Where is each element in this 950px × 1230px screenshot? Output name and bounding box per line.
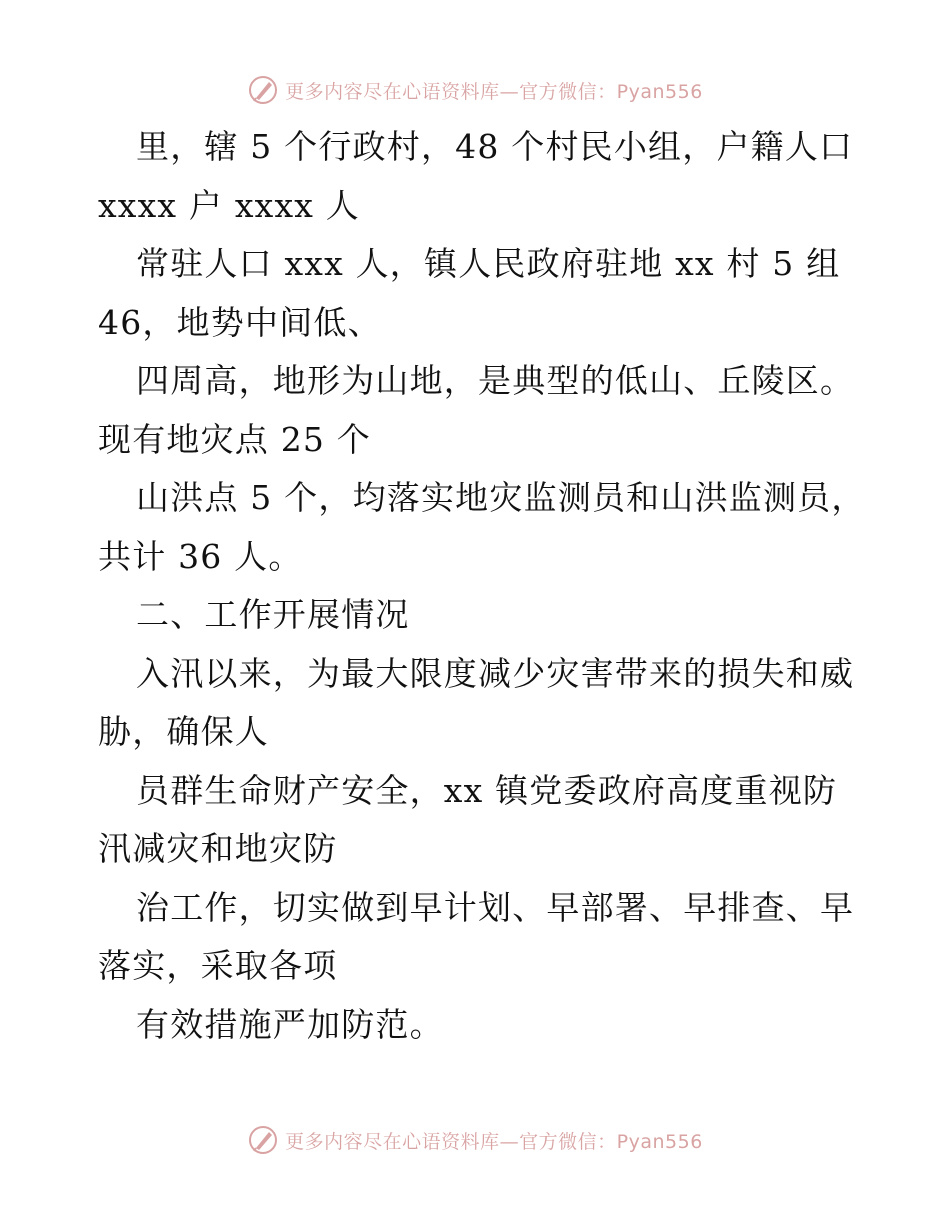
text-line: 落实，采取各项 [98, 946, 338, 985]
text-line: 山洪点 5 个，均落实地灾监测员和山洪监测员， [136, 478, 866, 517]
text-line: 共计 36 人。 [98, 536, 303, 576]
text-line: 现有地灾点 25 个 [98, 419, 371, 459]
watermark-text: 更多内容尽在心语资料库—官方微信：Pyan556 [285, 1130, 703, 1153]
text-line: 常驻人口 xxx 人，镇人民政府驻地 xx 村 5 组 [136, 244, 841, 283]
text-line: 胁，确保人 [98, 712, 269, 751]
text-line: 46，地势中间低、 [98, 302, 382, 342]
text-line: 入汛以来，为最大限度减少灾害带来的损失和威 [136, 653, 855, 693]
quill-pen-logo-icon [247, 74, 279, 106]
text-line: xxxx 户 xxxx 人 [98, 185, 360, 225]
section-heading: 二、工作开展情况 [136, 595, 410, 634]
quill-pen-logo-icon [247, 1124, 279, 1156]
header-watermark [0, 70, 950, 110]
text-line: 员群生命财产安全，xx 镇党委政府高度重视防 [136, 770, 838, 810]
text-line: 治工作，切实做到早计划、早部署、早排查、早 [136, 887, 855, 927]
document-body [98, 118, 868, 1054]
watermark-text: 更多内容尽在心语资料库—官方微信：Pyan556 [285, 80, 703, 103]
text-line: 里，辖 5 个行政村，48 个村民小组，户籍人口 [136, 127, 854, 166]
text-line: 汛减灾和地灾防 [98, 829, 338, 868]
footer-watermark [0, 1120, 950, 1160]
text-line: 有效措施严加防范。 [136, 1004, 444, 1044]
text-line: 四周高，地形为山地，是典型的低山、丘陵区。 [136, 361, 855, 400]
